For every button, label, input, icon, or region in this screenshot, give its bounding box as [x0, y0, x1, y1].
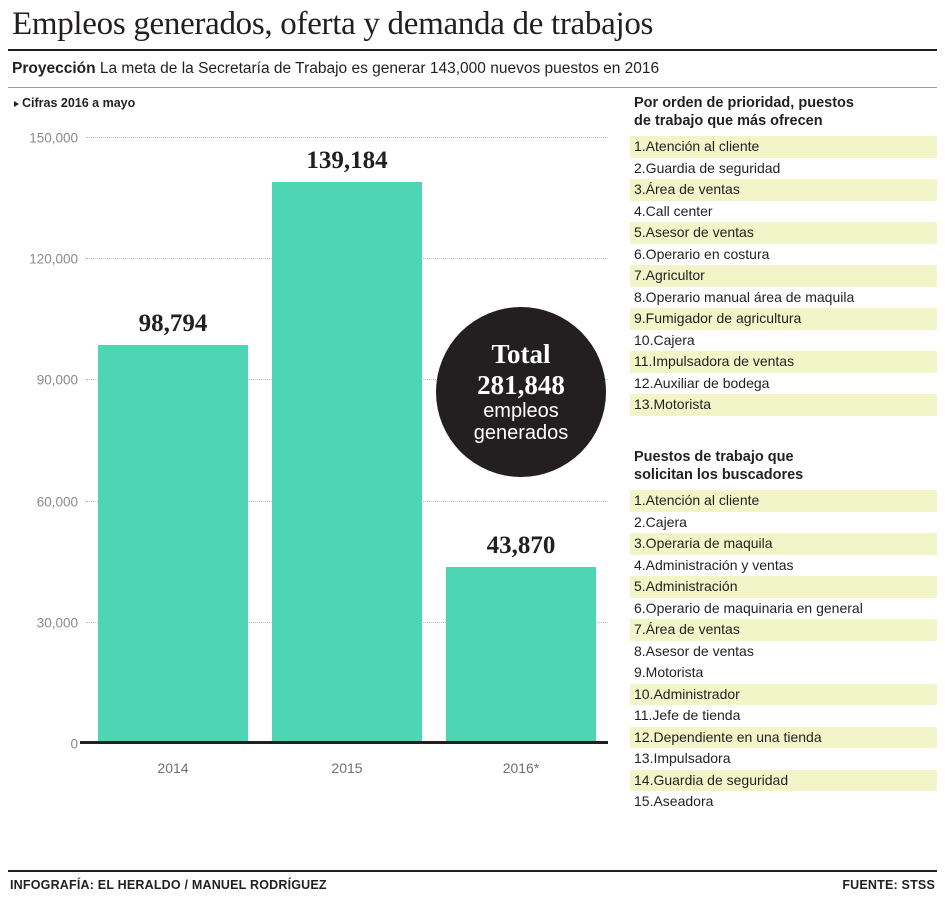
- badge-line-total: Total: [491, 339, 551, 370]
- subtitle-label: Proyección: [12, 60, 96, 77]
- requested-title-line1: Puestos de trabajo que: [634, 448, 794, 465]
- bar-value-label: 43,870: [486, 531, 556, 559]
- list-item: 11.Impulsadora de ventas: [630, 351, 937, 373]
- list-item: 10.Administrador: [630, 684, 937, 706]
- list-item: 14.Guardia de seguridad: [630, 770, 937, 792]
- list-item: 4.Administración y ventas: [634, 556, 794, 573]
- list-item: 10.Cajera: [634, 331, 695, 348]
- bar-2016[interactable]: [446, 567, 596, 744]
- list-item: 8.Asesor de ventas: [634, 642, 754, 659]
- list-item: 3.Área de ventas: [630, 179, 937, 201]
- y-tick-label: 30,000: [36, 615, 78, 631]
- list-item: 2.Cajera: [634, 513, 687, 530]
- y-tick-label: 90,000: [36, 372, 78, 388]
- badge-line-number: 281,848: [477, 369, 565, 400]
- footer-row: [8, 872, 937, 892]
- list-item: 9.Fumigador de agricultura: [630, 308, 937, 330]
- offered-title-line2: de trabajo que más ofrecen: [634, 113, 823, 130]
- list-item: 7.Agricultor: [630, 265, 937, 287]
- list-item: 7.Área de ventas: [630, 619, 937, 641]
- x-tick-label: 2016*: [502, 760, 540, 776]
- x-axis-line: [80, 741, 608, 744]
- offered-list-title: [630, 88, 937, 134]
- bar-2015[interactable]: [272, 182, 422, 744]
- footer: [8, 870, 937, 892]
- x-tick-label: 2015: [331, 760, 363, 776]
- list-item: 9.Motorista: [634, 664, 704, 680]
- list-item: 5.Asesor de ventas: [630, 222, 937, 244]
- bar-item: [272, 138, 422, 744]
- subtitle: [8, 51, 937, 87]
- list-item: 2.Guardia de seguridad: [634, 159, 781, 176]
- requested-title-line2: solicitan los buscadores: [634, 466, 804, 483]
- list-spacer: [630, 416, 937, 442]
- y-tick-label: 120,000: [29, 251, 78, 267]
- requested-list-title: [630, 442, 937, 488]
- bar-value-label: 98,794: [138, 309, 208, 337]
- list-item: 5.Administración: [630, 576, 937, 598]
- credit-text: INFOGRAFÍA: EL HERALDO / MANUEL RODRÍGUEZ: [10, 878, 327, 892]
- chart-note-text: Cifras 2016 a mayo: [22, 96, 136, 110]
- page-title: Empleos generados, oferta y demanda de trabajos: [12, 6, 654, 42]
- list-item: 12.Dependiente en una tienda: [630, 727, 937, 749]
- list-item: 6.Operario en costura: [634, 245, 770, 262]
- list-item: 4.Call center: [634, 202, 713, 219]
- bar-value-label: 139,184: [306, 146, 388, 174]
- list-item: 13.Motorista: [630, 394, 937, 416]
- y-tick-label: 150,000: [29, 130, 78, 146]
- x-tick-label: 2014: [157, 760, 189, 776]
- lists-column: [622, 88, 937, 816]
- x-axis-labels: [86, 760, 608, 776]
- list-item: 1.Atención al cliente: [630, 490, 937, 512]
- total-badge: [436, 307, 606, 477]
- badge-line-generados: generados: [473, 422, 569, 445]
- bar-2014[interactable]: [98, 345, 248, 744]
- y-tick-label: 60,000: [36, 494, 78, 510]
- y-tick-label: 0: [70, 736, 78, 752]
- list-item: 8.Operario manual área de maquila: [634, 288, 855, 305]
- list-item: 13.Impulsadora: [634, 750, 731, 766]
- chart-note: [8, 88, 622, 112]
- offered-jobs-list: [630, 136, 937, 416]
- list-item: 1.Atención al cliente: [630, 136, 937, 158]
- list-item: 3.Operaria de maquila: [630, 533, 937, 555]
- subtitle-text: La meta de la Secretaría de Trabajo es generar 143,000 nuevos puestos en 2016: [95, 60, 660, 77]
- offered-title-line1: Por orden de prioridad, puestos: [634, 95, 854, 111]
- list-item: 15.Aseadora: [634, 793, 714, 809]
- list-item: 6.Operario de maquinaria en general: [634, 599, 863, 616]
- triangle-icon: [14, 101, 19, 107]
- list-item: 11.Jefe de tienda: [634, 707, 741, 723]
- requested-jobs-list: [630, 490, 937, 813]
- list-item: 12.Auxiliar de bodega: [634, 374, 770, 391]
- badge-line-empleos: empleos: [483, 399, 559, 422]
- bar-item: [98, 138, 248, 744]
- source-text: FUENTE: STSS: [842, 878, 935, 892]
